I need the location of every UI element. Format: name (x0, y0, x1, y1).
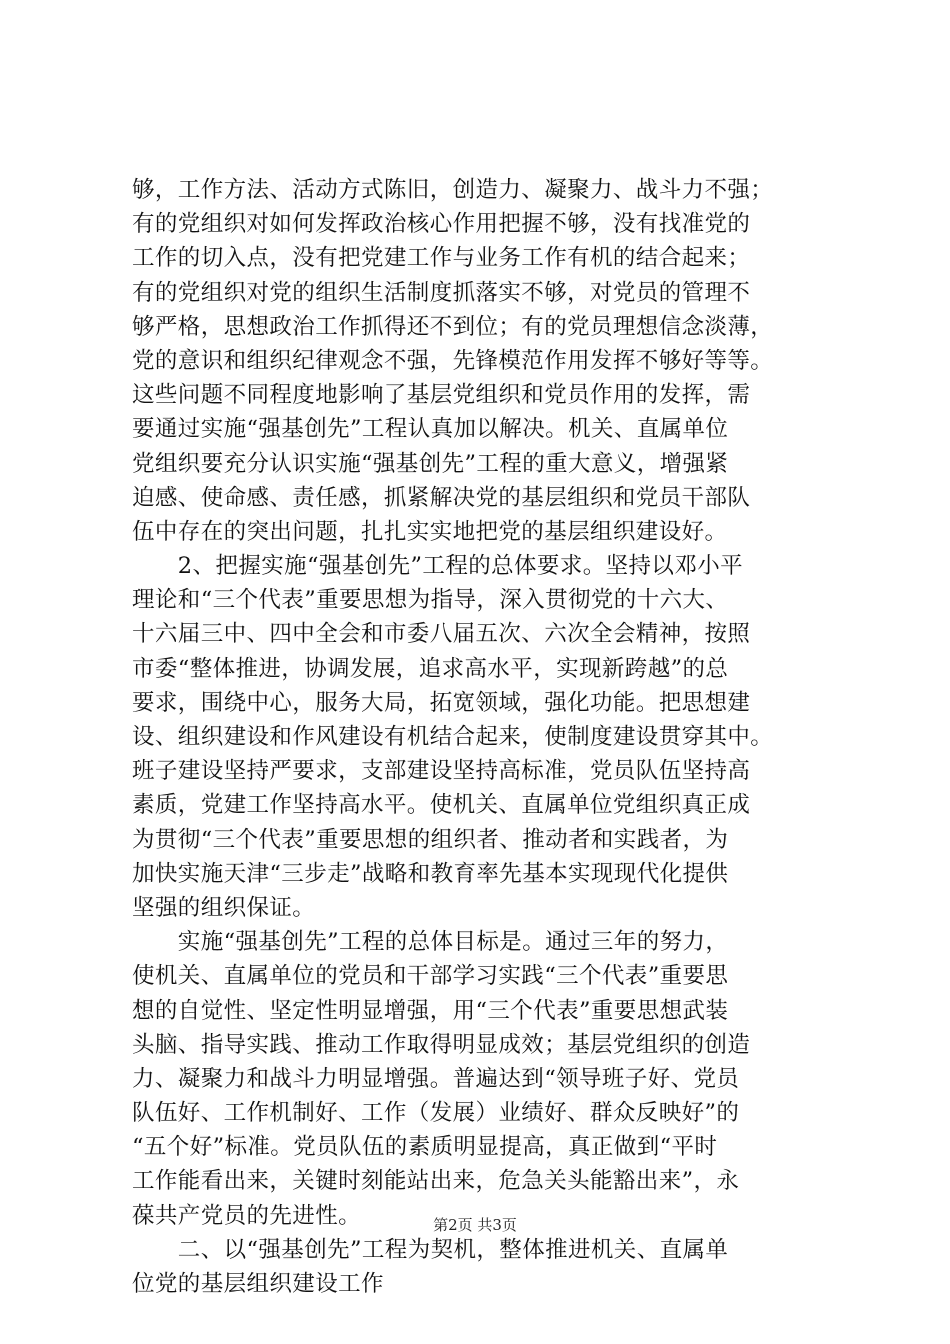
text-line: 加快实施天津“三步走”战略和教育率先基本实现现代化提供 (132, 860, 729, 887)
text-line: 市委“整体推进，协调发展，追求高水平，实现新跨越”的总 (132, 655, 729, 682)
text-line: 班子建设坚持严要求，支部建设坚持高标准，党员队伍坚持高 (132, 758, 751, 785)
page-footer: 第2页 共3页 (433, 1216, 517, 1234)
text-line: 二、以“强基创先”工程为契机，整体推进机关、直属单 (132, 1236, 729, 1263)
text-line: 素质，党建工作坚持高水平。使机关、直属单位党组织真正成 (132, 792, 751, 819)
text-line: 位党的基层组织建设工作 (132, 1271, 384, 1297)
text-line: 够严格，思想政治工作抓得还不到位；有的党员理想信念淡薄， (132, 313, 774, 340)
text-line: 理论和“三个代表”重要思想为指导，深入贯彻党的十六大、 (132, 587, 729, 614)
text-line: 实施“强基创先”工程的总体目标是。通过三年的努力， (132, 929, 729, 956)
text-line: 想的自觉性、坚定性明显增强，用“三个代表”重要思想武装 (132, 997, 729, 1024)
text-line: 2、把握实施“强基创先”工程的总体要求。坚持以邓小平 (132, 553, 744, 580)
text-line: 头脑、指导实践、推动工作取得明显成效；基层党组织的创造 (132, 1031, 751, 1058)
text-line: 十六届三中、四中全会和市委八届五次、六次全会精神，按照 (132, 621, 751, 648)
text-line: 党组织要充分认识实施“强基创先”工程的重大意义，增强紧 (132, 450, 729, 477)
text-line: 坚强的组织保证。 (132, 894, 316, 921)
text-line: 党的意识和组织纪律观念不强，先锋模范作用发挥不够好等等。 (132, 347, 774, 374)
text-line: 有的党组织对如何发挥政治核心作用把握不够，没有找准党的 (132, 211, 751, 238)
text-line: 为贯彻“三个代表”重要思想的组织者、推动者和实践者，为 (132, 826, 729, 853)
text-line: 迫感、使命感、责任感，抓紧解决党的基层组织和党员干部队 (132, 484, 751, 511)
text-line: 有的党组织对党的组织生活制度抓落实不够，对党员的管理不 (132, 279, 751, 306)
text-line: 力、凝聚力和战斗力明显增强。普遍达到“领导班子好、党员 (132, 1065, 740, 1092)
text-line: 设、组织建设和作风建设有机结合起来，使制度建设贯穿其中。 (132, 724, 774, 750)
text-line: 使机关、直属单位的党员和干部学习实践“三个代表”重要思 (132, 963, 729, 990)
text-line: 够，工作方法、活动方式陈旧，创造力、凝聚力、战斗力不强； (132, 177, 774, 203)
text-line: 葆共产党员的先进性。 (132, 1202, 362, 1229)
text-line: 工作能看出来，关键时刻能站出来，危急关头能豁出来”，永 (132, 1168, 740, 1195)
document-body (132, 173, 852, 1301)
text-line: 这些问题不同程度地影响了基层党组织和党员作用的发挥，需 (132, 382, 751, 409)
text-line: “五个好”标准。党员队伍的素质明显提高，真正做到“平时 (132, 1134, 718, 1161)
text-line: 队伍好、工作机制好、工作（发展）业绩好、群众反映好”的 (132, 1100, 740, 1127)
text-line: 伍中存在的突出问题，扎扎实实地把党的基层组织建设好。 (132, 518, 728, 545)
text-line: 要求，围绕中心，服务大局，拓宽领域，强化功能。把思想建 (132, 689, 751, 716)
text-line: 工作的切入点，没有把党建工作与业务工作有机的结合起来； (132, 245, 751, 272)
text-line: 要通过实施“强基创先”工程认真加以解决。机关、直属单位 (132, 416, 729, 443)
